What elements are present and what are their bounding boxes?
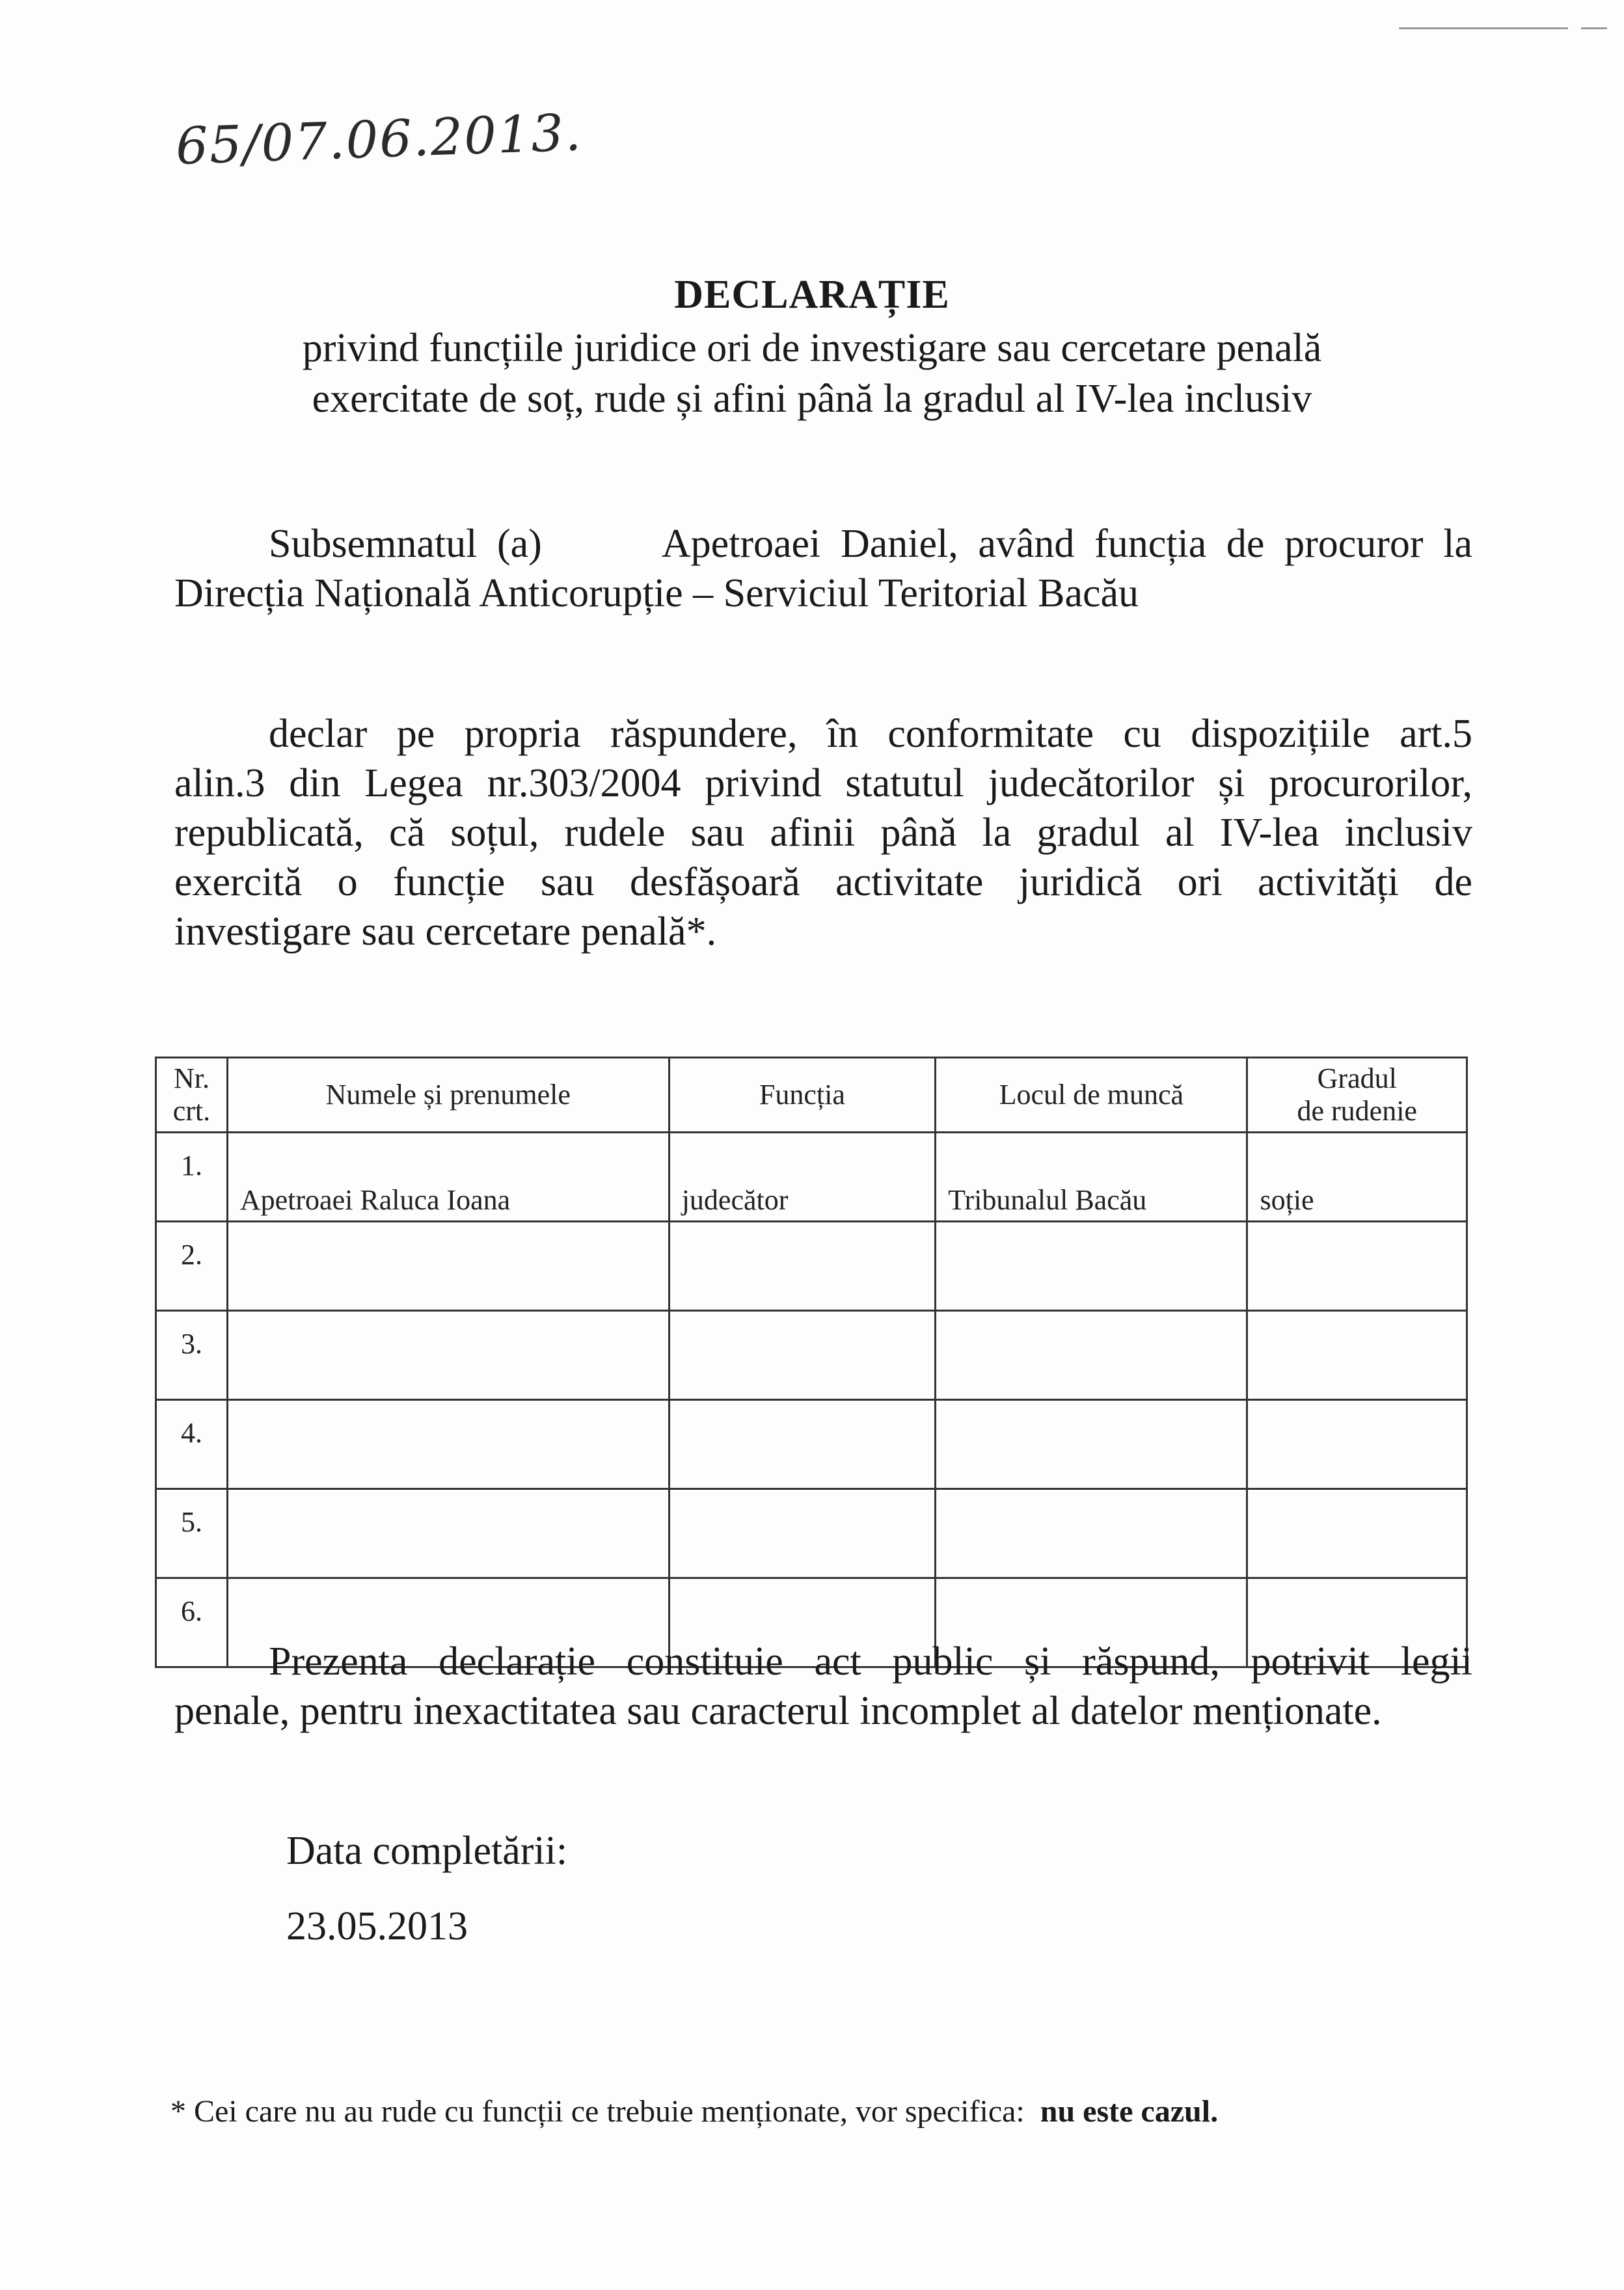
- relative-degree: [1247, 1311, 1467, 1400]
- row-number: 2.: [156, 1222, 228, 1311]
- relative-degree: soție: [1247, 1133, 1467, 1222]
- table-header-row: [156, 1058, 1467, 1133]
- declarant-name-function: Apetroaei Daniel, având funcția de procuror la: [661, 522, 1472, 566]
- relative-workplace: Tribunalul Bacău: [936, 1133, 1247, 1222]
- header-workplace: Locul de muncă: [936, 1058, 1247, 1133]
- relative-degree: [1247, 1400, 1467, 1489]
- footnote-emphasis: nu este cazul.: [1040, 2094, 1219, 2129]
- handwritten-registration-note: 65/07.06.2013.: [174, 103, 584, 176]
- scan-artifact-line: [1399, 27, 1568, 29]
- document-title: DECLARAȚIE: [674, 273, 950, 317]
- relative-function: [669, 1400, 935, 1489]
- declaration-line: republicată, că soțul, rudele sau afinii până la gradul al IV-lea inclusiv: [174, 811, 1472, 855]
- footnote-text: * Cei care nu au rude cu funcții ce trebuie menționate, vor specifica:: [170, 2094, 1025, 2129]
- document-subtitle-line1: privind funcțiile juridice ori de investigare sau cercetare penală: [302, 326, 1322, 370]
- completion-date: 23.05.2013: [286, 1904, 468, 1948]
- relative-function: [669, 1311, 935, 1400]
- declarant-prefix: Subsemnatul (a): [269, 522, 542, 566]
- table-row: [156, 1400, 1467, 1489]
- table-row: [156, 1222, 1467, 1311]
- table-row: [156, 1489, 1467, 1578]
- completion-date-label: Data completării:: [286, 1829, 568, 1873]
- row-number: 3.: [156, 1311, 228, 1400]
- declaration-line: exercită o funcție sau desfășoară activitate juridică ori activități de: [174, 860, 1472, 904]
- relative-name: [227, 1222, 669, 1311]
- header-function: Funcția: [669, 1058, 935, 1133]
- relative-workplace: [936, 1400, 1247, 1489]
- relatives-table: [155, 1057, 1468, 1668]
- header-degree: Gradul de rudenie: [1247, 1058, 1467, 1133]
- table-row: [156, 1311, 1467, 1400]
- relative-workplace: [936, 1311, 1247, 1400]
- relative-workplace: [936, 1222, 1247, 1311]
- relative-name: Apetroaei Raluca Ioana: [227, 1133, 669, 1222]
- scan-artifact-line: [1581, 27, 1607, 29]
- statement-paragraph: [174, 1637, 1472, 1736]
- declaration-line: investigare sau cercetare penală*.: [174, 909, 717, 954]
- declarant-paragraph: [174, 519, 1472, 618]
- statement-line: penale, pentru inexactitatea sau caracterul incomplet al datelor menționate.: [174, 1689, 1382, 1733]
- declaration-paragraph: [174, 709, 1472, 956]
- row-number: 4.: [156, 1400, 228, 1489]
- declaration-line: alin.3 din Legea nr.303/2004 privind statutul judecătorilor și procurorilor,: [174, 761, 1472, 805]
- relative-function: [669, 1222, 935, 1311]
- relative-name: [227, 1311, 669, 1400]
- relative-name: [227, 1489, 669, 1578]
- header-nr: Nr. crt.: [156, 1058, 228, 1133]
- relative-degree: [1247, 1489, 1467, 1578]
- footnote: [170, 2094, 1218, 2129]
- relative-workplace: [936, 1489, 1247, 1578]
- row-number: 1.: [156, 1133, 228, 1222]
- document-subtitle-line2: exercitate de soț, rude și afini până la gradul al IV-lea inclusiv: [312, 377, 1312, 421]
- statement-line: Prezenta declarație constituie act public și răspund, potrivit legii: [269, 1639, 1472, 1684]
- declarant-institution: Direcția Națională Anticorupție – Serviciul Teritorial Bacău: [174, 571, 1139, 615]
- declaration-line: declar pe propria răspundere, în conformitate cu dispozițiile art.5: [269, 712, 1472, 756]
- relative-function: [669, 1489, 935, 1578]
- header-name: Numele și prenumele: [227, 1058, 669, 1133]
- relative-degree: [1247, 1222, 1467, 1311]
- row-number: 6.: [156, 1578, 228, 1667]
- row-number: 5.: [156, 1489, 228, 1578]
- relative-function: judecător: [669, 1133, 935, 1222]
- relative-name: [227, 1400, 669, 1489]
- table-row: [156, 1133, 1467, 1222]
